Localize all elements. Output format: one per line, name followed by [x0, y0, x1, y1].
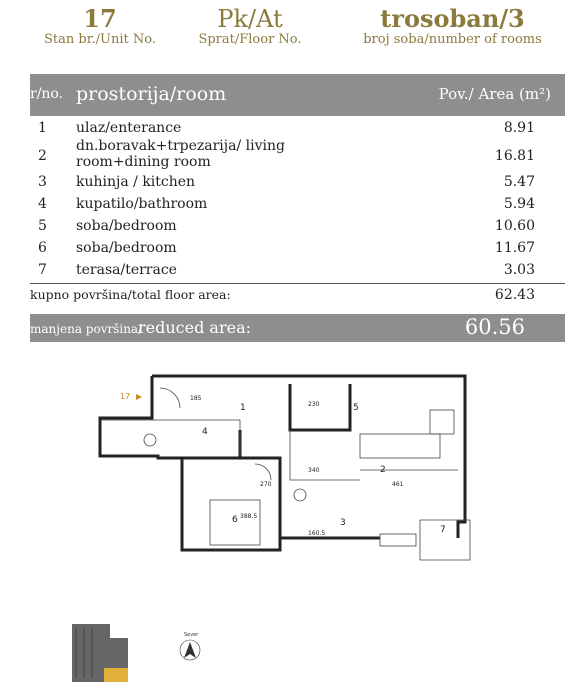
wall	[182, 458, 280, 538]
dim-388: 388.5	[240, 513, 258, 520]
north-arrow-icon	[180, 640, 200, 660]
row-room-line2: room+dining room	[76, 154, 211, 170]
plan-room-7: 7	[440, 525, 446, 535]
unit-number: 17	[83, 4, 117, 33]
unit-marker-arrow	[136, 394, 142, 400]
row-area: 5.94	[503, 196, 535, 212]
total-area-label: kupno površina/total floor area:	[30, 287, 231, 302]
plan-room-2: 2	[380, 465, 386, 475]
table-row	[30, 260, 565, 283]
row-area: 10.60	[494, 218, 535, 234]
table-row	[30, 238, 565, 260]
col-number-header: r/no.	[30, 86, 64, 102]
unit-header	[0, 0, 583, 60]
reduced-area-label-small: manjena površina/	[30, 322, 143, 336]
rooms-label: broj soba/number of rooms	[363, 32, 542, 47]
table-row	[30, 194, 565, 216]
col-room-header: prostorija/room	[76, 83, 227, 105]
row-room: soba/bedroom	[76, 218, 177, 234]
floor-block	[180, 6, 320, 47]
row-number: 5	[38, 218, 47, 234]
row-room: kuhinja / kitchen	[76, 174, 196, 190]
dim-340: 340	[308, 467, 320, 474]
row-area: 16.81	[494, 148, 535, 164]
site-plan	[70, 618, 210, 683]
row-number: 4	[38, 196, 47, 212]
row-number: 1	[38, 120, 47, 136]
unit-number-block	[30, 6, 170, 47]
col-area-header: Pov./ Area (m²)	[438, 85, 551, 103]
row-number: 6	[38, 240, 47, 256]
total-area-row	[30, 284, 565, 306]
reduced-area-row	[30, 314, 565, 342]
row-area: 3.03	[503, 262, 535, 278]
row-area: 5.47	[503, 174, 535, 190]
table-row	[30, 138, 565, 172]
floor-value: Pk/At	[217, 5, 283, 33]
table-row	[30, 216, 565, 238]
unit-marker: 17	[120, 392, 131, 401]
row-number: 3	[38, 174, 47, 190]
plan-room-4: 4	[202, 427, 208, 437]
row-room: ulaz/enterance	[76, 120, 182, 136]
dim-160: 160.5	[308, 530, 326, 537]
north-label: Sever	[184, 632, 199, 638]
row-room: kupatilo/bathroom	[76, 196, 208, 212]
row-number: 2	[38, 148, 47, 164]
table-row	[30, 172, 565, 194]
plan-room-3: 3	[340, 518, 346, 528]
rooms-block	[330, 6, 575, 47]
floor-label: Sprat/Floor No.	[198, 32, 302, 47]
row-number: 7	[38, 262, 47, 278]
unit-location	[104, 668, 128, 682]
table-header	[30, 74, 565, 116]
reduced-area-value: 60.56	[464, 315, 525, 339]
area-table	[30, 74, 565, 342]
row-room: dn.boravak+trpezarija/ living	[76, 138, 285, 154]
table-row	[30, 116, 565, 138]
row-room: terasa/terrace	[76, 262, 177, 278]
row-area: 8.91	[503, 120, 535, 136]
row-room: soba/bedroom	[76, 240, 177, 256]
row-area: 11.67	[494, 240, 535, 256]
plan-room-5: 5	[353, 403, 359, 413]
dim-230: 230	[308, 401, 320, 408]
dim-461: 461	[392, 481, 404, 488]
wall	[290, 384, 350, 430]
total-area-value: 62.43	[494, 287, 535, 303]
unit-number-label: Stan br./Unit No.	[44, 32, 156, 47]
rooms-value: trosoban/3	[380, 4, 525, 33]
plan-room-1: 1	[240, 403, 246, 413]
dim-185: 185	[190, 395, 202, 402]
floor-plan	[90, 370, 480, 570]
dim-270: 270	[260, 481, 272, 488]
plan-room-6: 6	[232, 515, 238, 525]
reduced-area-label: reduced area:	[138, 318, 252, 337]
